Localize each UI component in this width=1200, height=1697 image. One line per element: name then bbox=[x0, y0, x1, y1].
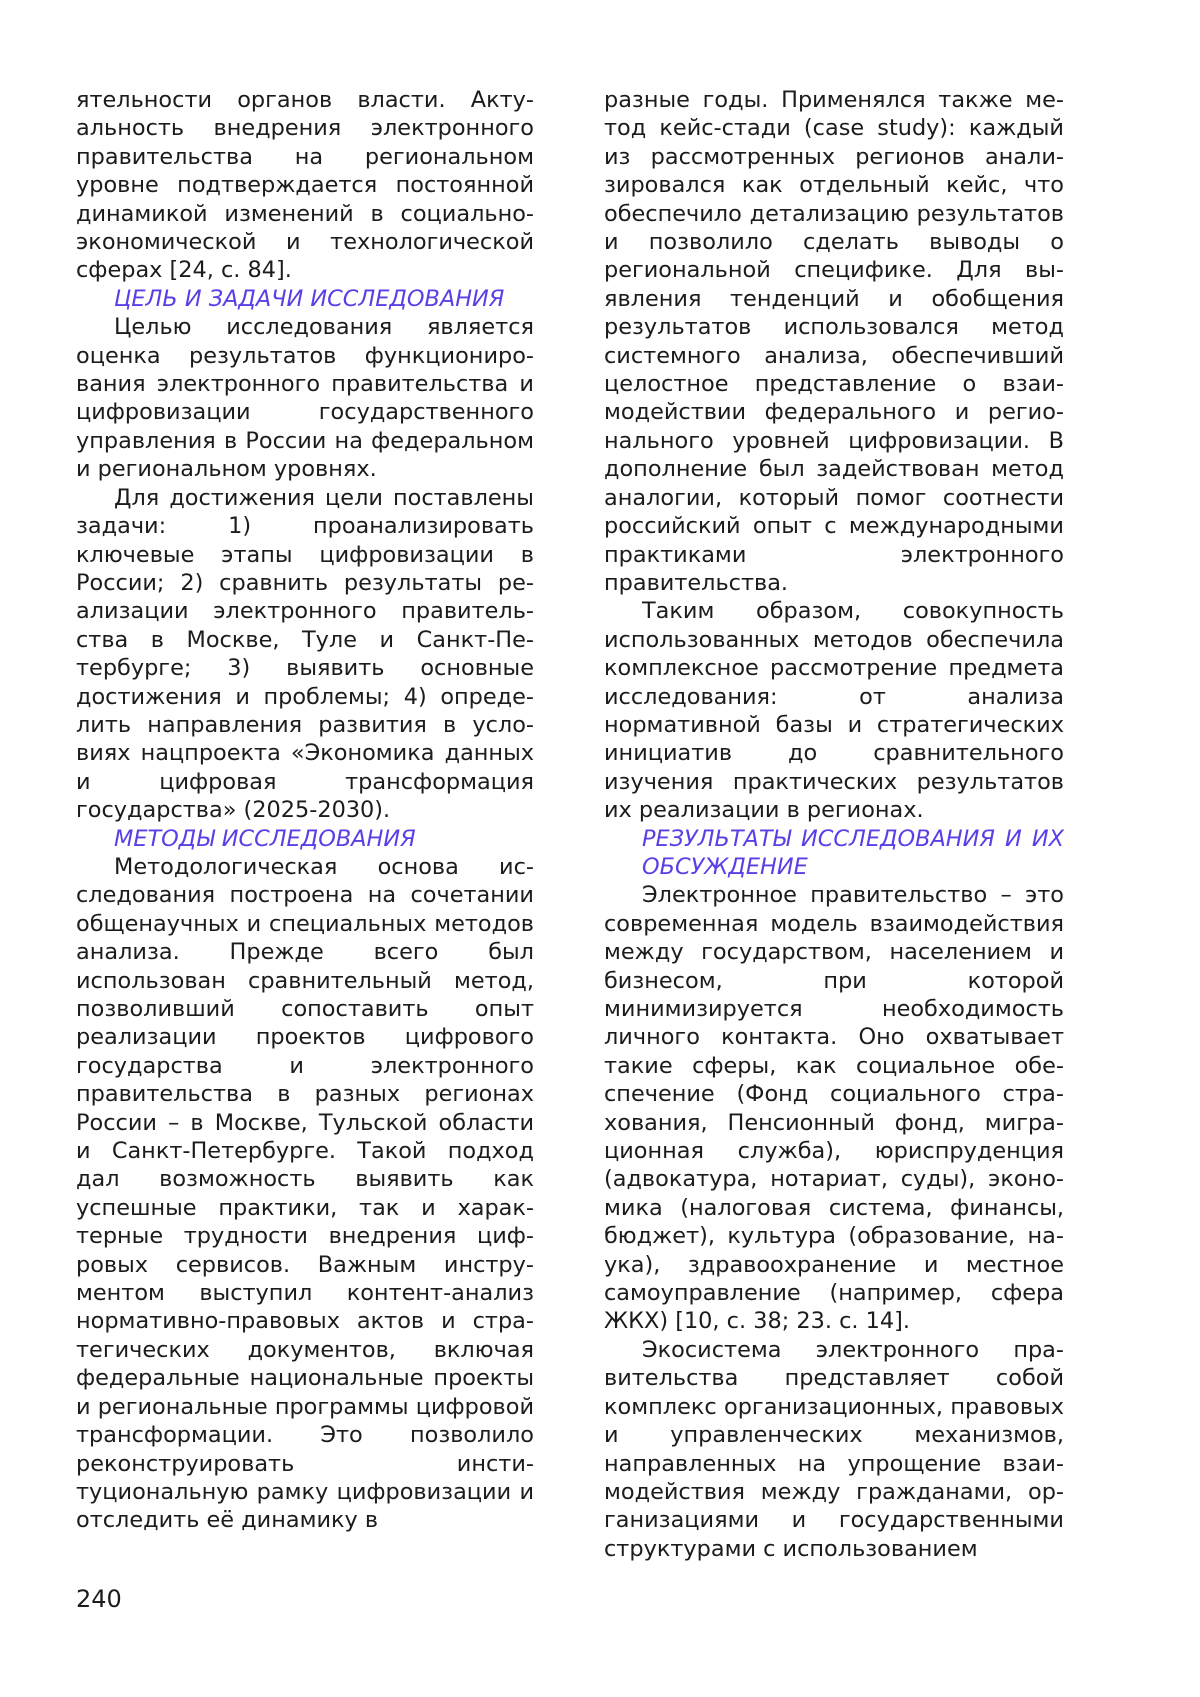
section-heading-results: РЕЗУЛЬТАТЫ ИССЛЕДОВАНИЯ И ИХ ОБСУЖДЕНИЕ bbox=[604, 825, 1064, 882]
section-heading-goal: ЦЕЛЬ И ЗАДАЧИ ИССЛЕДОВА­НИЯ bbox=[76, 285, 534, 313]
left-column bbox=[76, 86, 534, 1535]
page-number: 240 bbox=[76, 1585, 122, 1613]
right-column bbox=[604, 86, 1064, 1563]
paragraph-tasks: Для достижения цели постав­лены задачи: 1) проанализировать ключевые этапы цифровизации в России; 2) сравнить результаты ре­ализации электронного правитель­ства в Москве, Туле и Санкт-Пе­тербурге; 3) выявить основные достижения и проблемы; 4) опреде­лить направления развития в усло­виях нацпроекта «Экономика дан­ных и цифровая трансформация государства» (2025-2030). bbox=[76, 484, 534, 825]
section-heading-methods: МЕТОДЫ ИССЛЕДОВАНИЯ bbox=[76, 825, 534, 853]
paragraph-methods: Методологическая основа ис­следования построена на сочета­нии общенаучных и специальных методов анализа. Прежде всего был использован сравнительный метод, позволивший сопоставить опыт реализации проектов цифро­вого государства и электронного правительства в разных регионах России – в Москве, Тульской обла­сти и Санкт-Петербурге. Такой под­ход дал возможность выявить как успешные практики, так и харак­терные трудности внедрения циф­ровых сервисов. Важным инстру­ментом выступил контент-анализ нормативно-правовых актов и стра­тегических документов, включая федеральные национальные про­екты и региональные программы цифровой трансформации. Это по­зволило реконструировать инсти­туциональную рамку цифрови­зации и отследить её динамику в bbox=[76, 853, 534, 1535]
paragraph-egov: Электронное правительство – это современная модель взаимо­действия между государством, на­селением и бизнесом, при которой минимизируется необходимость личного контакта. Оно охватывает такие сферы, как социальное обе­спечение (Фонд социального стра­хования, Пенсионный фонд, мигра­ционная служба), юриспруденция (адвокатура, нотариат, суды), эконо­мика (налоговая система, финансы, бюджет), культура (образование, на­ука), здравоохранение и местное самоуправление (например, сфера ЖКХ) [10, с. 38; 23. с. 14]. bbox=[604, 881, 1064, 1336]
document-page bbox=[0, 0, 1200, 1697]
paragraph-ecosystem: Экосистема электронного пра­вительства представляет собой комплекс организационных, право­вых и управленческих механизмов, направленных на упрощение взаи­модействия между гражданами, ор­ганизациями и государственными структурами с использованием bbox=[604, 1336, 1064, 1563]
paragraph-goal: Целью исследования является оценка результатов функциониро­вания электронного правительства и цифровизации государственного управления в России на федераль­ном и региональном уровнях. bbox=[76, 313, 534, 483]
paragraph-methods-continued: разные годы. Применялся также ме­тод кейс-стади (case study): каждый из рассмотренных регионов анали­зировался как отдельный кейс, что обеспечило детализацию результа­тов и позволило сделать выводы о региональной специфике. Для вы­явления тенденций и обобщения результатов использовался метод системного анализа, обеспечивший целостное представление о взаи­модействии федерального и регио­нального уровней цифровизации. В дополнение был задействован ме­тод аналогии, который помог соот­нести российский опыт с междуна­родными практиками электронного правительства. bbox=[604, 86, 1064, 597]
paragraph-intro-continued: ятельности органов власти. Акту­альность внедрения электронного правительства на региональном уровне подтверждается постоян­ной динамикой изменений в соци­ально-экономической и технологи­ческой сферах [24, с. 84]. bbox=[76, 86, 534, 285]
paragraph-summary: Таким образом, совокупность использованных методов обеспе­чила комплексное рассмотрение предмета исследования: от анализа нормативной базы и стратегиче­ских инициатив до сравнительного изучения практических результатов их реализации в регионах. bbox=[604, 597, 1064, 824]
